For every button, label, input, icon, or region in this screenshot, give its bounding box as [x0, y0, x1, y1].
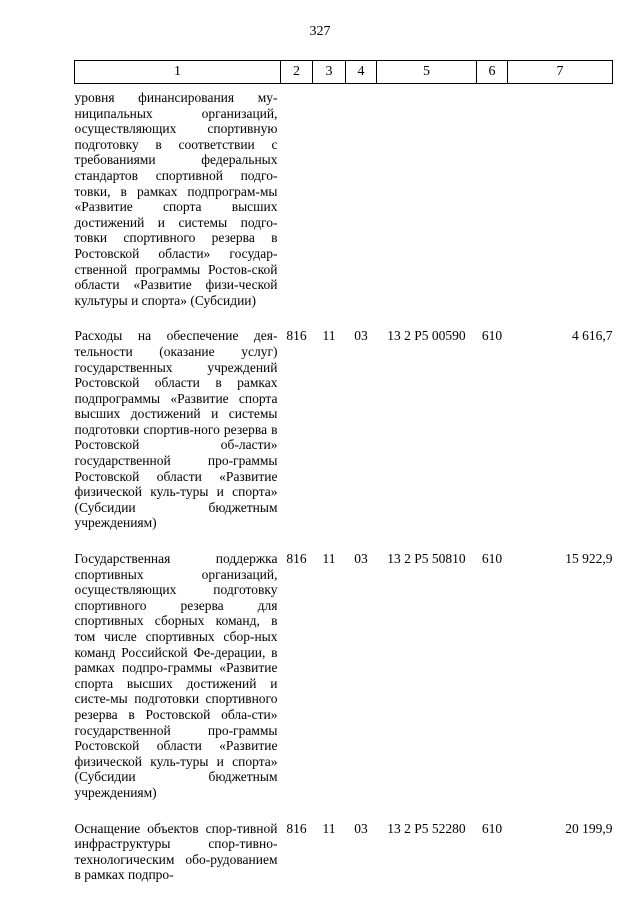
- row-target-code: 13 2 P5 00590: [387, 328, 466, 344]
- row-target-code: [377, 84, 477, 309]
- table-row: [75, 308, 613, 531]
- table-row: [75, 531, 613, 801]
- row-target-code: 13 2 P5 52280: [387, 820, 466, 836]
- row-section-code: 11: [322, 328, 336, 344]
- row-subsection-code: 03: [354, 328, 368, 344]
- row-description: Расходы на обеспечение дея-тельности (оказание услуг) государственных учреждений Ростовской области в рамках подпрограммы «Развитие спорта высших достижений и системы подготовки спортив-ного резерва в Ростовской об-ласти» государственной про-граммы Ростовской области «Развитие физической куль-туры и спорта» (Субсидии бюджетным учреждениям): [74, 328, 278, 531]
- header-col-5: 5: [377, 61, 477, 84]
- page-number: 327: [309, 24, 331, 39]
- row-amount: 15 922,9: [565, 551, 613, 567]
- row-section-code: 11: [322, 820, 336, 836]
- row-ministry-code: 816: [286, 820, 307, 836]
- row-description: Оснащение объектов спор-тивной инфраструктуры спор-тивно-технологическим обо-рудованием в рамках подпро-: [74, 820, 278, 883]
- header-col-1: 1: [75, 61, 281, 84]
- row-expense-type: 610: [481, 551, 503, 567]
- row-amount: 20 199,9: [565, 820, 613, 836]
- budget-table: [74, 60, 613, 883]
- row-amount: [508, 84, 613, 309]
- table-row: [75, 84, 613, 309]
- row-expense-type: 610: [481, 820, 503, 836]
- header-col-7: 7: [508, 61, 613, 84]
- row-subsection-code: [346, 84, 377, 309]
- row-amount: 4 616,7: [572, 328, 613, 344]
- header-row: [75, 61, 613, 84]
- row-expense-type: 610: [481, 328, 503, 344]
- table-row: [75, 801, 613, 883]
- header-col-2: 2: [281, 61, 313, 84]
- row-ministry-code: [281, 84, 313, 309]
- row-subsection-code: 03: [354, 820, 368, 836]
- row-subsection-code: 03: [354, 551, 368, 567]
- row-section-code: 11: [322, 551, 336, 567]
- row-ministry-code: 816: [286, 551, 307, 567]
- header-col-4: 4: [346, 61, 377, 84]
- row-expense-type: [477, 84, 508, 309]
- row-description: уровня финансирования му-ниципальных организаций, осуществляющих спортивную подготовку в соответствии с требованиями федеральных стандартов спортивной подго-товки, в рамках подпрограм-мы «Развитие спорта высших достижений и системы подго-товки спортивного резерва в Ростовской области» государ-ственной программы Ростов-ской области «Развитие физи-ческой культуры и спорта» (Субсидии): [74, 90, 278, 308]
- row-ministry-code: 816: [286, 328, 307, 344]
- row-section-code: [313, 84, 346, 309]
- header-col-3: 3: [313, 61, 346, 84]
- header-col-6: 6: [477, 61, 508, 84]
- row-description: Государственная поддержка спортивных организаций, осуществляющих подготовку спортивного резерва для спортивных сборных команд, в том числе спортивных сбор-ных команд Российской Фе-дерации, в рамках подпро-граммы «Развитие спорта высших достижений и систе-мы подготовки спортивного резерва в Ростовской обла-сти» государственной про-граммы Ростовской области «Развитие физической куль-туры и спорта» (Субсидии бюджетным учреждениям): [74, 551, 278, 800]
- row-target-code: 13 2 P5 50810: [387, 551, 466, 567]
